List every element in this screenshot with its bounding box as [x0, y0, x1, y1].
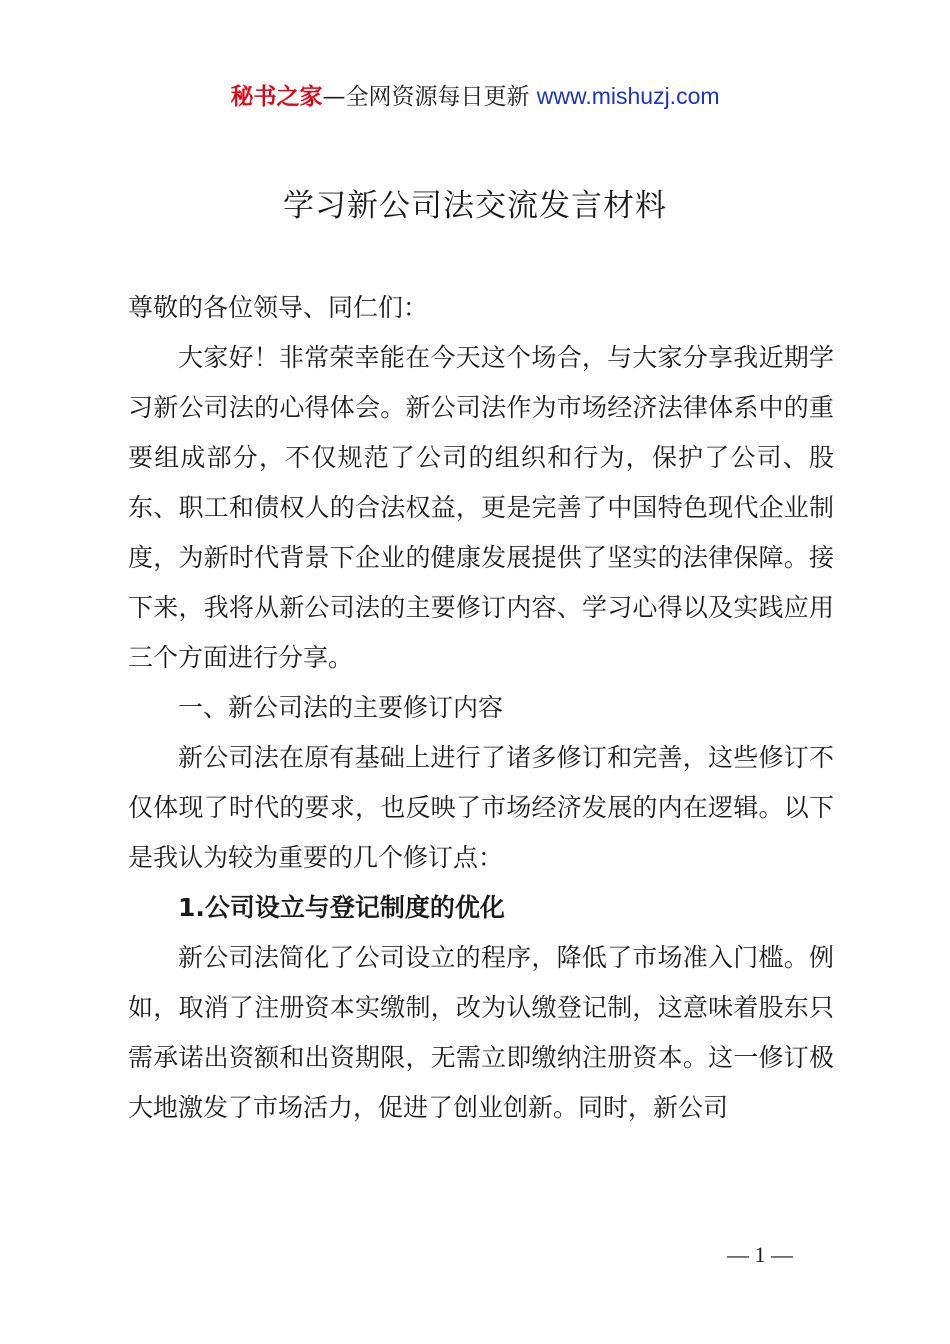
salutation: 尊敬的各位领导、同仁们： [128, 293, 429, 322]
section-heading-1: 一、新公司法的主要修订内容 [178, 693, 504, 722]
subsection-heading-1: 1.公司设立与登记制度的优化 [178, 893, 505, 922]
paragraph-registration: 新公司法简化了公司设立的程序，降低了市场准入门槛。例如，取消了注册资本实缴制，改为认缴登记制，这意味着股东只需承诺出资额和出资期限，无需立即缴纳注册资本。这一修订极大地激发了市场活力，促进了创业创新。同时，新公司 [128, 943, 834, 1122]
site-header [0, 80, 950, 113]
brand-name: 秘书之家 [230, 84, 323, 110]
document-title: 学习新公司法交流发言材料 [283, 188, 667, 224]
page-number: — 1 — [727, 1242, 793, 1267]
paragraph-revisions: 新公司法在原有基础上进行了诸多修订和完善，这些修订不仅体现了时代的要求，也反映了市场经济发展的内在逻辑。以下是我认为较为重要的几个修订点： [128, 743, 834, 872]
header-tagline: —全网资源每日更新 [322, 84, 537, 110]
paragraph-intro: 大家好！非常荣幸能在今天这个场合，与大家分享我近期学习新公司法的心得体会。新公司法作为市场经济法律体系中的重要组成部分，不仅规范了公司的组织和行为，保护了公司、股东、职工和债权人的合法权益，更是完善了中国特色现代企业制度，为新时代背景下企业的健康发展提供了坚实的法律保障。接下来，我将从新公司法的主要修订内容、学习心得以及实践应用三个方面进行分享。 [128, 343, 834, 672]
document-body [128, 283, 834, 1133]
site-url-link[interactable]: www.mishuzj.com [536, 83, 720, 109]
